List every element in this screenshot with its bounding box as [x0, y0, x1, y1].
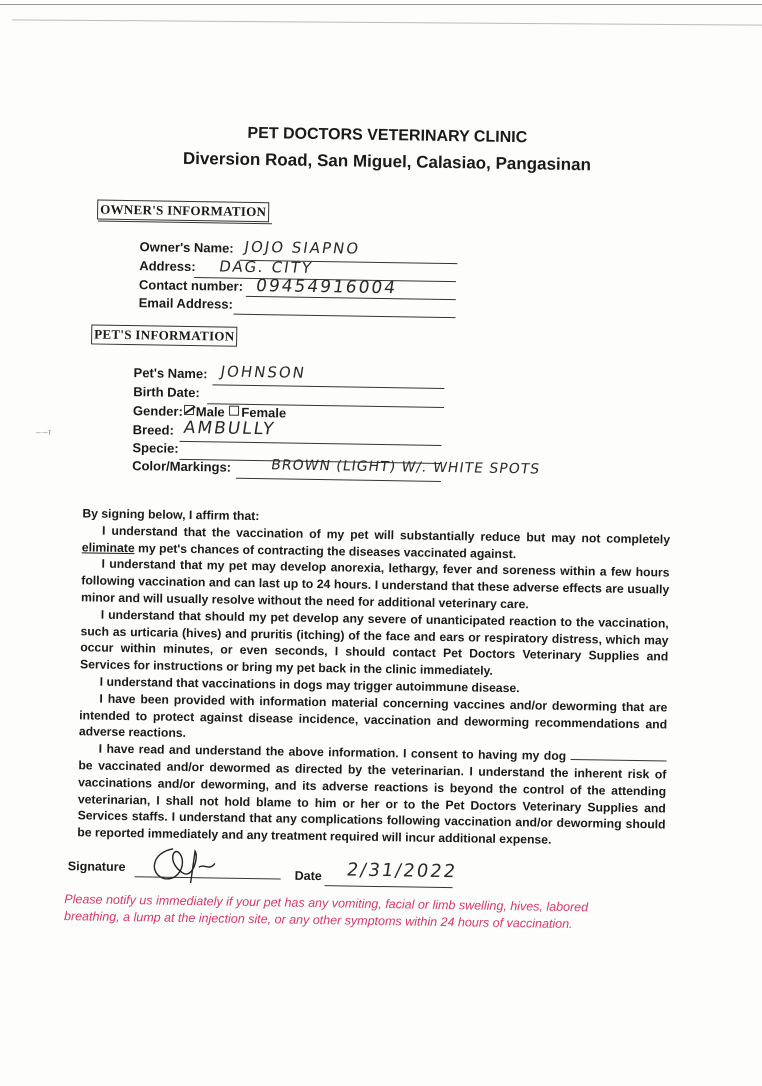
birth-date-label: Birth Date:	[133, 384, 200, 401]
consent-p2: I understand that my pet may develop anorexia, lethargy, fever and soreness within a few hours following vaccination and can last up to 24 hours. I understand that these adverse effects are usually minor and will usually resolve without the need for additional veterinary care.	[80, 557, 670, 612]
owner-name-label: Owner's Name:	[139, 239, 234, 256]
breed-value: AMBULLY	[182, 417, 277, 440]
consent-p3: I understand that should my pet develop any severe of unanticipated reaction to the vaccination, such as urticaria (hives) and pruritis (itching) of the face and ears or respiratory distress, which may occur within minutes, or even seconds, I should contact Pet Doctors Veterinary Supplies and Services for instructions or bring my pet back in the clinic immediately.	[79, 607, 669, 678]
owner-heading: OWNER'S INFORMATION	[97, 200, 269, 223]
consent-text	[77, 505, 670, 850]
contact-value: 09454916004	[254, 276, 399, 299]
pet-heading: PET'S INFORMATION	[91, 324, 238, 346]
breed-label: Breed:	[132, 422, 175, 438]
pet-name-line	[212, 384, 444, 389]
pet-name-value: JOHNSON	[219, 362, 308, 382]
male-checkbox-icon	[184, 405, 194, 415]
clinic-address: Diversion Road, San Miguel, Calasiao, Pangasinan	[182, 148, 592, 175]
signature-mark-icon	[143, 842, 234, 885]
color-line	[236, 478, 441, 482]
dog-name-blank	[571, 749, 667, 762]
female-checkbox-icon	[229, 406, 239, 416]
consent-p4: I understand that vaccinations in dogs may trigger autoimmune disease.	[99, 674, 520, 696]
color-value: BROWN (LIGHT) W/. WHITE SPOTS	[269, 457, 542, 478]
gender-female-label: Female	[241, 404, 287, 421]
owner-name-value: JOJO SIAPNO	[243, 237, 362, 258]
consent-p1: I understand that the vaccination of my pet will substantially reduce but may not completely eliminate my pet's chances of contracting the diseases vaccinated against.	[81, 523, 671, 561]
color-label: Color/Markings:	[132, 458, 232, 475]
consent-p5: I have been provided with information material concerning vaccines and/or deworming that are intended to protect against disease incidence, vaccination and deworming recommendations and adverse reactions.	[78, 691, 668, 741]
contact-label: Contact number:	[138, 277, 244, 294]
post-vaccination-note: Please notify us immediately if your pet has any vomiting, facial or limb swelling, hives, labored breathing, a lump at the injection site, or any other symptoms within 24 hours of vaccination.	[63, 892, 589, 932]
consent-p6: I have read and understand the above information. I consent to having my dog be vaccinated and/or dewormed as directed by the veterinarian. I understand the inherent risk of vaccinations and/or deworming, and its adverse reactions is beyond the control of the attending veterinarian, I shall not hold blame to him or her or to the Pet Doctors Veterinary Supplies and Services staffs. I understand that any complications following vaccination and/or deworming should be reported immediately and any treatment required will incur additional expense.	[77, 741, 667, 847]
scan-mark: –·–ᴛ	[36, 428, 52, 437]
clinic-name: PET DOCTORS VETERINARY CLINIC	[247, 124, 528, 147]
address-value: DAG. CITY	[217, 257, 315, 277]
email-label: Email Address:	[138, 295, 233, 312]
breed-line	[180, 441, 442, 446]
date-value: 2/31/2022	[345, 859, 459, 883]
date-line	[325, 885, 453, 888]
gender-label: Gender:	[132, 403, 183, 419]
pet-name-label: Pet's Name:	[133, 365, 208, 382]
address-label: Address:	[139, 258, 196, 275]
consent-intro: By signing below, I affirm that:	[82, 506, 260, 524]
email-line	[234, 314, 456, 318]
gender-male-label: Male	[195, 404, 225, 420]
signature-label: Signature	[67, 859, 126, 875]
specie-label: Specie:	[132, 440, 179, 456]
date-label: Date	[294, 868, 322, 884]
